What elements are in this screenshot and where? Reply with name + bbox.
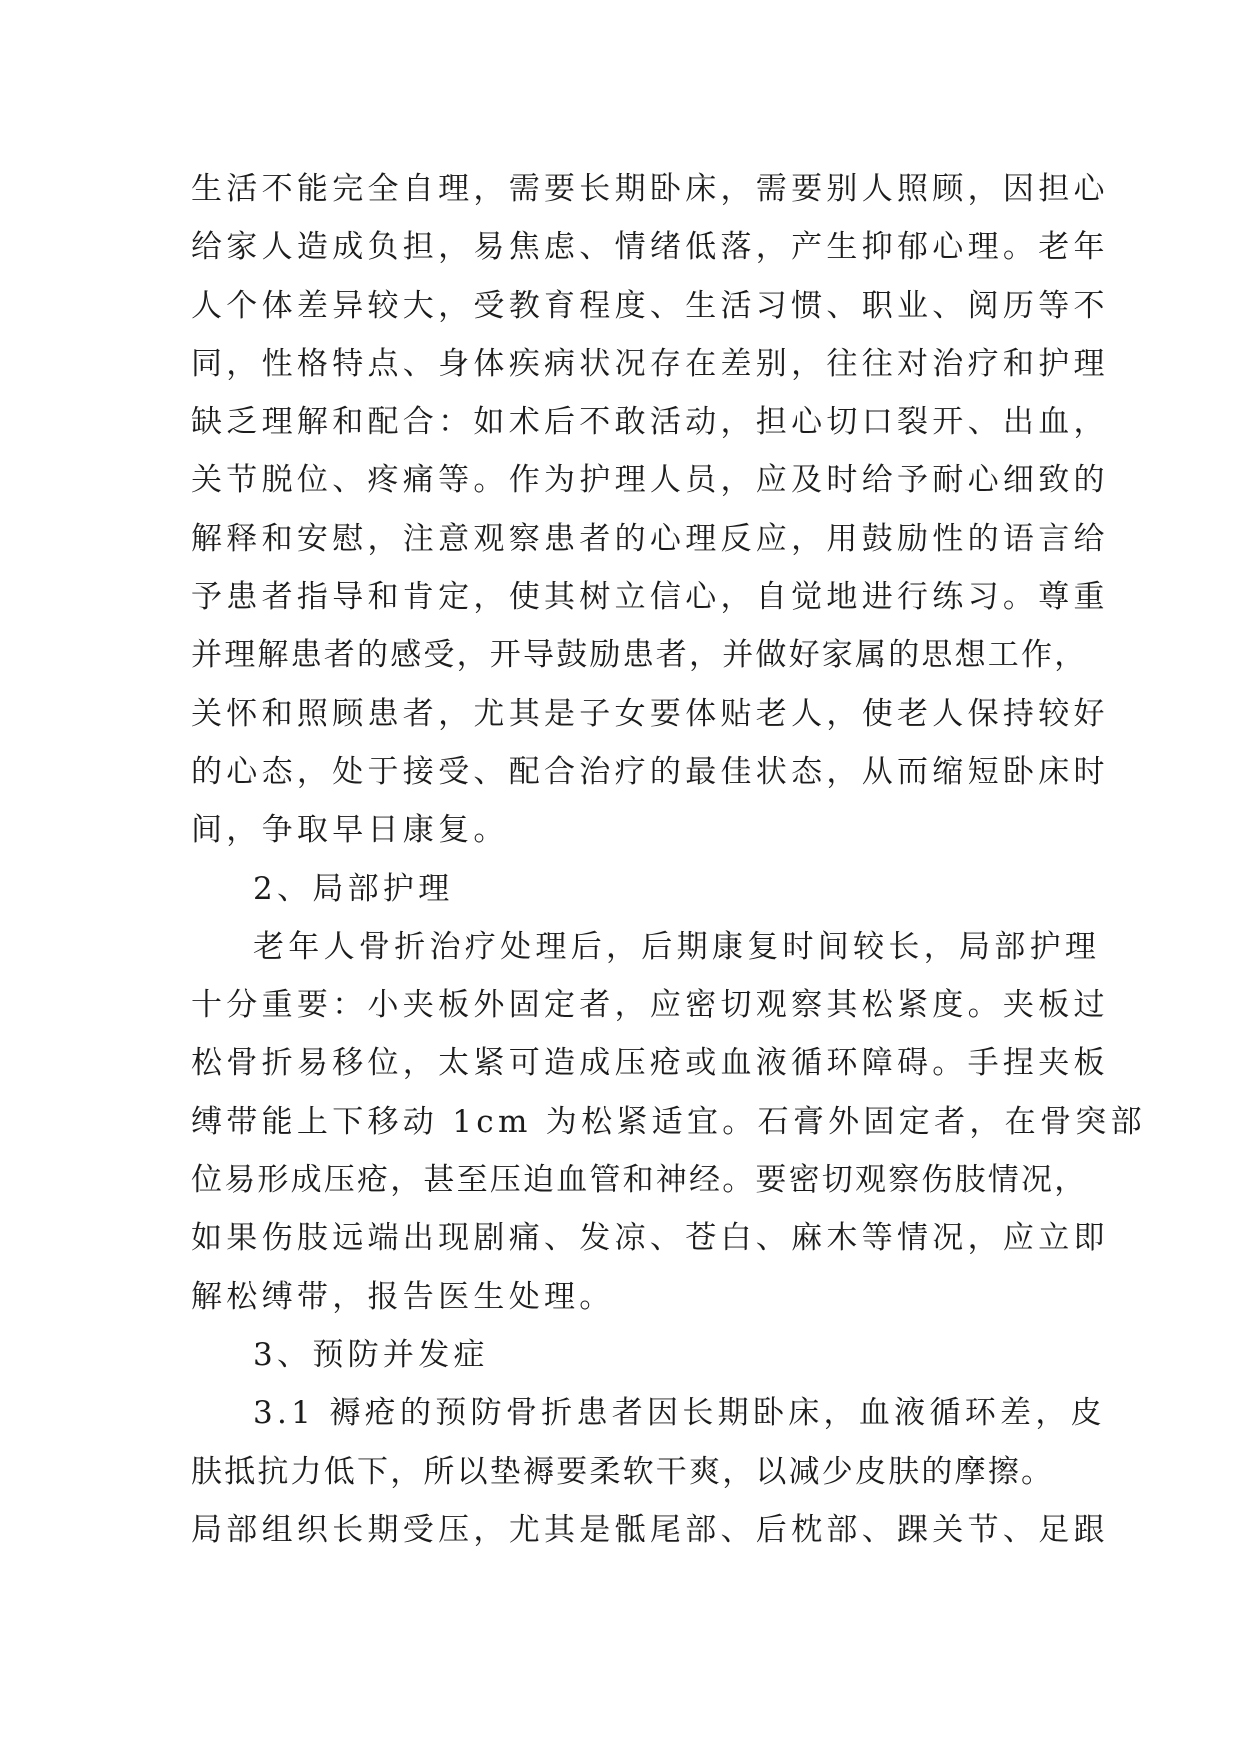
paragraph-line: 并理解患者的感受，开导鼓励患者，并做好家属的思想工作， — [191, 637, 1088, 674]
paragraph-line: 3.1 褥疮的预防骨折患者因长期卧床，血液循环差，皮 — [253, 1395, 1106, 1432]
paragraph-line: 肤抵抗力低下，所以垫褥要柔软干爽，以减少皮肤的摩擦。 — [191, 1453, 1055, 1490]
document-body — [191, 160, 1146, 1559]
paragraph-line: 予患者指导和肯定，使其树立信心，自觉地进行练习。尊重 — [191, 579, 1109, 616]
paragraph-line: 局部组织长期受压，尤其是骶尾部、后枕部、踝关节、足跟 — [191, 1511, 1109, 1548]
paragraph-line: 解释和安慰，注意观察患者的心理反应，用鼓励性的语言给 — [191, 520, 1109, 557]
paragraph-line: 关怀和照顾患者，尤其是子女要体贴老人，使老人保持较好 — [191, 695, 1109, 732]
section-heading: 2、局部护理 — [253, 870, 454, 907]
paragraph-line: 位易形成压疮，甚至压迫血管和神经。要密切观察伤肢情况， — [191, 1162, 1088, 1199]
paragraph-line: 间，争取早日康复。 — [191, 812, 509, 849]
paragraph-line: 生活不能完全自理，需要长期卧床，需要别人照顾，因担心 — [191, 171, 1109, 207]
paragraph-line: 老年人骨折治疗处理后，后期康复时间较长，局部护理 — [253, 928, 1101, 965]
paragraph-line: 人个体差异较大，受教育程度、生活习惯、职业、阅历等不 — [191, 287, 1109, 324]
paragraph-line: 缺乏理解和配合：如术后不敢活动，担心切口裂开、出血， — [191, 404, 1109, 441]
paragraph-line: 缚带能上下移动 1cm 为松紧适宜。石膏外固定者，在骨突部 — [191, 1103, 1146, 1140]
paragraph-line: 的心态，处于接受、配合治疗的最佳状态，从而缩短卧床时 — [191, 753, 1109, 790]
paragraph-line: 同，性格特点、身体疾病状况存在差别，往往对治疗和护理 — [191, 345, 1109, 382]
paragraph-line: 如果伤肢远端出现剧痛、发凉、苍白、麻木等情况，应立即 — [191, 1220, 1109, 1257]
paragraph-line: 十分重要：小夹板外固定者，应密切观察其松紧度。夹板过 — [191, 987, 1109, 1024]
paragraph-line: 给家人造成负担，易焦虑、情绪低落，产生抑郁心理。老年 — [191, 229, 1109, 266]
paragraph-line: 松骨折易移位，太紧可造成压疮或血液循环障碍。手捏夹板 — [191, 1045, 1109, 1082]
paragraph-line: 解松缚带，报告医生处理。 — [191, 1278, 615, 1315]
section-heading: 3、预防并发症 — [253, 1336, 489, 1373]
paragraph-line: 关节脱位、疼痛等。作为护理人员，应及时给予耐心细致的 — [191, 462, 1109, 499]
